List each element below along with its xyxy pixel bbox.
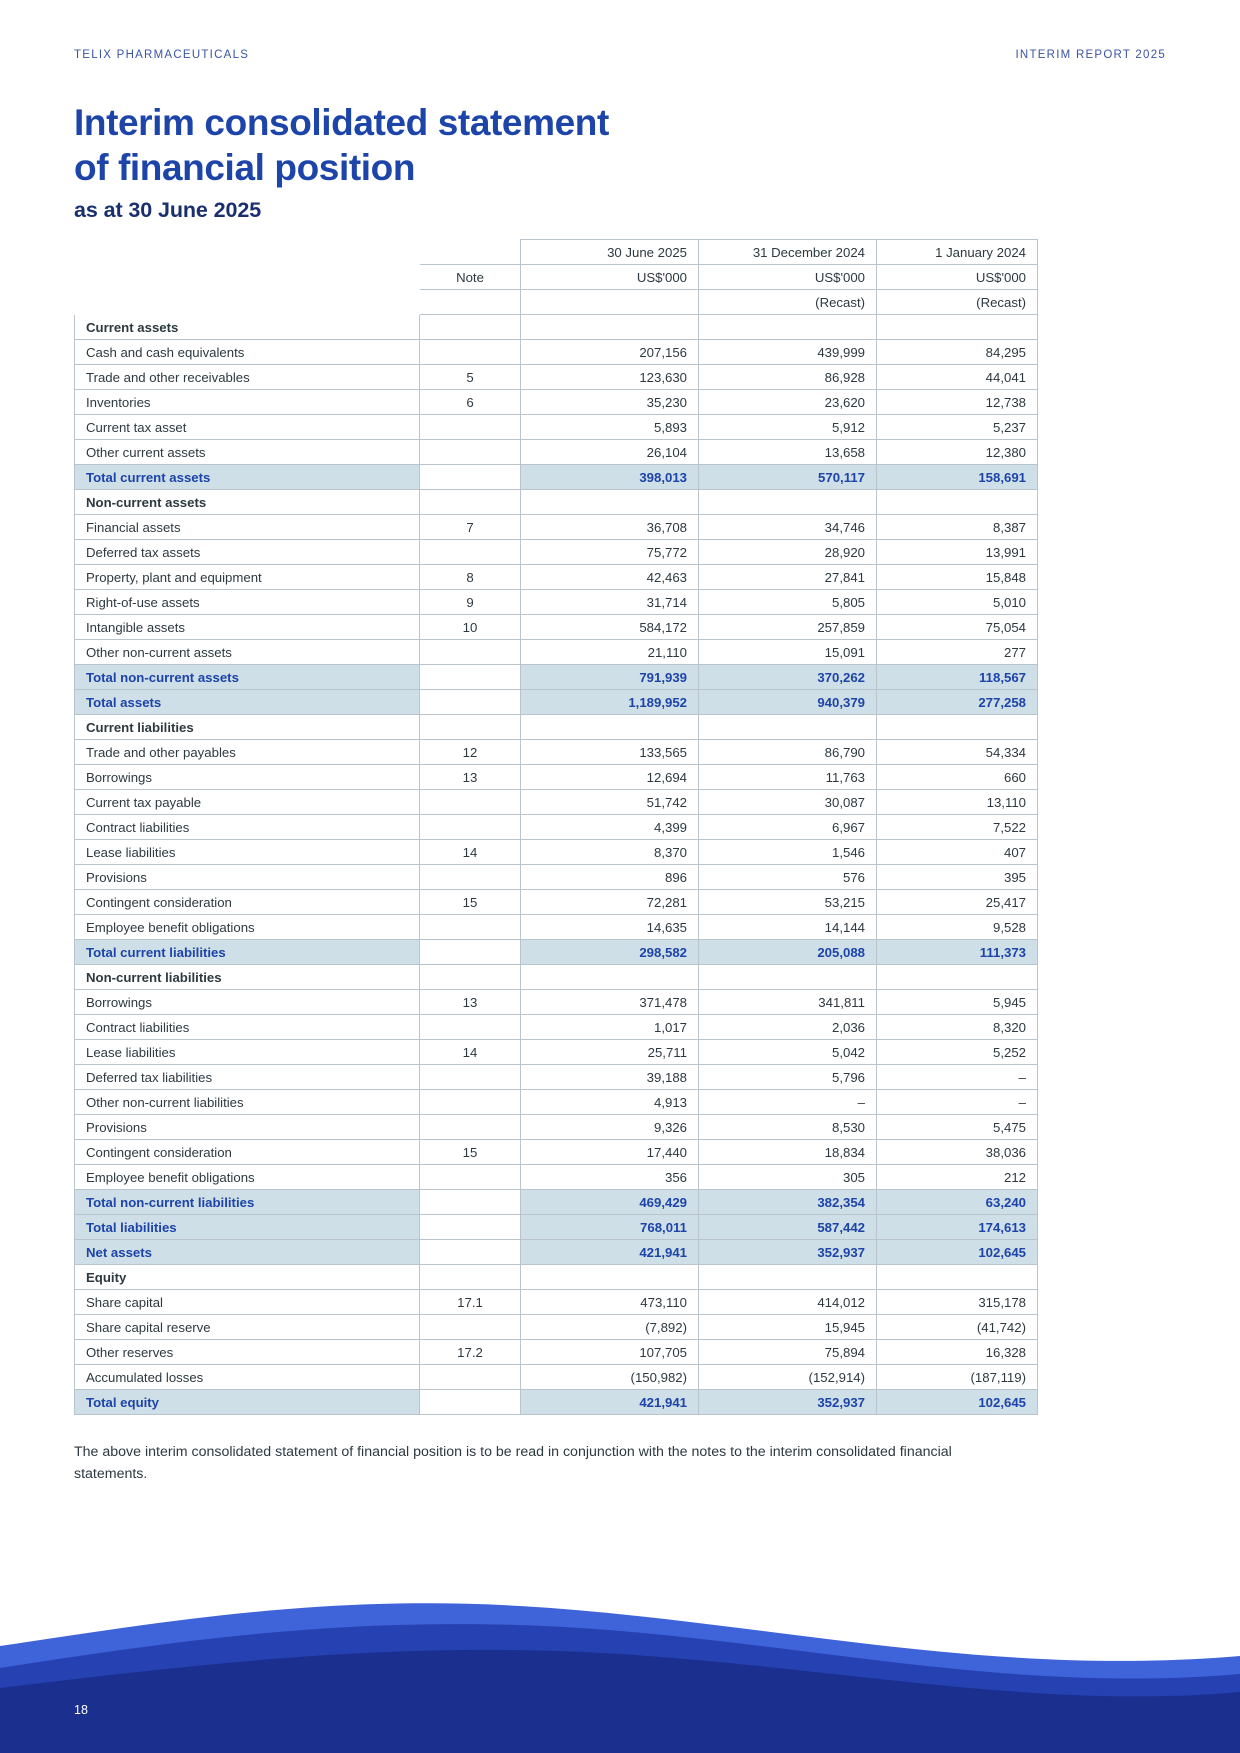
row-value-col2: 370,262 [699, 665, 877, 690]
row-value-col1: 107,705 [521, 1340, 699, 1365]
row-note-reference [420, 940, 521, 965]
running-header-right: INTERIM REPORT 2025 [1015, 49, 1166, 61]
row-label: Property, plant and equipment [75, 565, 420, 590]
row-note-reference: 15 [420, 890, 521, 915]
page-title-line1: Interim consolidated statement [74, 102, 609, 143]
row-value-col3: 102,645 [877, 1390, 1038, 1415]
table-row [75, 915, 1038, 940]
row-value-col2: 382,354 [699, 1190, 877, 1215]
row-note-reference [420, 915, 521, 940]
row-value-col1: 35,230 [521, 390, 699, 415]
row-note-reference [420, 1190, 521, 1215]
row-label: Contract liabilities [75, 1015, 420, 1040]
row-label: Total current assets [75, 465, 420, 490]
row-value-col2: 5,042 [699, 1040, 877, 1065]
row-label: Contingent consideration [75, 890, 420, 915]
row-label: Borrowings [75, 990, 420, 1015]
row-value-col3: – [877, 1090, 1038, 1115]
table-header-row-units [75, 265, 1038, 290]
row-value-col2: 11,763 [699, 765, 877, 790]
row-value-col2: 53,215 [699, 890, 877, 915]
row-value-col3: 9,528 [877, 915, 1038, 940]
row-value-col3: 5,475 [877, 1115, 1038, 1140]
row-value-col3 [877, 715, 1038, 740]
row-value-col2: 75,894 [699, 1340, 877, 1365]
row-value-col3: – [877, 1065, 1038, 1090]
row-value-col2 [699, 315, 877, 340]
row-value-col3: 16,328 [877, 1340, 1038, 1365]
row-note-reference [420, 340, 521, 365]
row-note-reference: 6 [420, 390, 521, 415]
row-note-reference [420, 690, 521, 715]
row-value-col2: 8,530 [699, 1115, 877, 1140]
row-value-col1: 356 [521, 1165, 699, 1190]
row-value-col1: 398,013 [521, 465, 699, 490]
row-note-reference: 9 [420, 590, 521, 615]
row-value-col1: 51,742 [521, 790, 699, 815]
row-note-reference: 15 [420, 1140, 521, 1165]
footer-wave-decoration [0, 1528, 1240, 1753]
row-label: Other non-current assets [75, 640, 420, 665]
row-value-col1: 298,582 [521, 940, 699, 965]
page-title-line2: of financial position [74, 147, 416, 188]
row-value-col1: 133,565 [521, 740, 699, 765]
row-note-reference: 17.1 [420, 1290, 521, 1315]
row-value-col3: 54,334 [877, 740, 1038, 765]
page-title-block [74, 100, 1166, 225]
row-note-reference [420, 415, 521, 440]
row-value-col1: (7,892) [521, 1315, 699, 1340]
row-label: Current tax payable [75, 790, 420, 815]
row-value-col2: 5,912 [699, 415, 877, 440]
row-note-reference [420, 1390, 521, 1415]
row-value-col1 [521, 965, 699, 990]
table-row [75, 1140, 1038, 1165]
row-value-col3: 158,691 [877, 465, 1038, 490]
row-value-col1: 5,893 [521, 415, 699, 440]
row-value-col3: 407 [877, 840, 1038, 865]
page-subtitle: as at 30 June 2025 [74, 198, 262, 222]
row-label: Accumulated losses [75, 1365, 420, 1390]
table-row [75, 690, 1038, 715]
row-note-reference [420, 490, 521, 515]
row-value-col2: 439,999 [699, 340, 877, 365]
row-value-col2 [699, 715, 877, 740]
table-row [75, 1190, 1038, 1215]
row-value-col1 [521, 490, 699, 515]
row-note-reference: 13 [420, 765, 521, 790]
row-value-col3: 174,613 [877, 1215, 1038, 1240]
row-value-col1: 9,326 [521, 1115, 699, 1140]
row-label: Trade and other payables [75, 740, 420, 765]
row-value-col2: 940,379 [699, 690, 877, 715]
row-note-reference: 12 [420, 740, 521, 765]
row-value-col2: 86,790 [699, 740, 877, 765]
row-value-col3: 5,010 [877, 590, 1038, 615]
row-label: Current tax asset [75, 415, 420, 440]
row-note-reference: 8 [420, 565, 521, 590]
row-value-col3: 395 [877, 865, 1038, 890]
row-value-col3: 315,178 [877, 1290, 1038, 1315]
row-note-reference: 13 [420, 990, 521, 1015]
row-value-col2: (152,914) [699, 1365, 877, 1390]
row-value-col2 [699, 965, 877, 990]
table-row [75, 315, 1038, 340]
row-label: Non-current assets [75, 490, 420, 515]
row-value-col3: 13,991 [877, 540, 1038, 565]
row-note-reference [420, 315, 521, 340]
table-row [75, 515, 1038, 540]
table-row [75, 1340, 1038, 1365]
table-row [75, 1390, 1038, 1415]
row-value-col1: 123,630 [521, 365, 699, 390]
row-value-col3: 5,252 [877, 1040, 1038, 1065]
row-note-reference [420, 1215, 521, 1240]
row-value-col1: 72,281 [521, 890, 699, 915]
table-row [75, 815, 1038, 840]
table-row [75, 340, 1038, 365]
row-value-col2: 15,091 [699, 640, 877, 665]
header-recast-3: (Recast) [877, 290, 1038, 315]
row-value-col3: 111,373 [877, 940, 1038, 965]
row-value-col3: 7,522 [877, 815, 1038, 840]
header-date-31-december-2024: 31 December 2024 [699, 240, 877, 265]
row-label: Other non-current liabilities [75, 1090, 420, 1115]
row-note-reference [420, 1115, 521, 1140]
row-value-col1: 25,711 [521, 1040, 699, 1065]
table-row [75, 890, 1038, 915]
row-label: Net assets [75, 1240, 420, 1265]
header-blank-label-3 [75, 290, 420, 315]
table-row [75, 465, 1038, 490]
row-value-col3 [877, 1265, 1038, 1290]
row-label: Total non-current liabilities [75, 1190, 420, 1215]
row-value-col2: 341,811 [699, 990, 877, 1015]
row-note-reference [420, 715, 521, 740]
row-label: Employee benefit obligations [75, 1165, 420, 1190]
row-value-col2: 205,088 [699, 940, 877, 965]
row-label: Intangible assets [75, 615, 420, 640]
row-value-col1: 1,189,952 [521, 690, 699, 715]
row-label: Total liabilities [75, 1215, 420, 1240]
header-date-30-june-2025: 30 June 2025 [521, 240, 699, 265]
row-value-col3: 277 [877, 640, 1038, 665]
row-value-col2: 30,087 [699, 790, 877, 815]
header-note: Note [420, 265, 521, 290]
row-value-col1: 469,429 [521, 1190, 699, 1215]
row-value-col2: 13,658 [699, 440, 877, 465]
row-value-col2: 1,546 [699, 840, 877, 865]
row-value-col2: 587,442 [699, 1215, 877, 1240]
table-row [75, 1265, 1038, 1290]
row-value-col1: 42,463 [521, 565, 699, 590]
table-row [75, 740, 1038, 765]
table-row [75, 490, 1038, 515]
row-value-col3: 15,848 [877, 565, 1038, 590]
row-value-col1: 4,399 [521, 815, 699, 840]
row-label: Inventories [75, 390, 420, 415]
header-blank-label [75, 240, 420, 265]
row-label: Trade and other receivables [75, 365, 420, 390]
table-row [75, 1065, 1038, 1090]
header-unit-3: US$'000 [877, 265, 1038, 290]
row-label: Non-current liabilities [75, 965, 420, 990]
table-row [75, 940, 1038, 965]
table-row [75, 990, 1038, 1015]
row-value-col3: 102,645 [877, 1240, 1038, 1265]
running-header [74, 47, 1166, 63]
header-blank-unit-1 [521, 290, 699, 315]
financial-position-table-wrapper [74, 239, 1037, 1415]
row-value-col1: 17,440 [521, 1140, 699, 1165]
row-label: Lease liabilities [75, 840, 420, 865]
row-label: Lease liabilities [75, 1040, 420, 1065]
row-value-col2: 5,796 [699, 1065, 877, 1090]
row-value-col2 [699, 490, 877, 515]
row-note-reference [420, 540, 521, 565]
row-label: Financial assets [75, 515, 420, 540]
header-blank-label-2 [75, 265, 420, 290]
row-value-col3: 660 [877, 765, 1038, 790]
table-row [75, 440, 1038, 465]
header-date-1-january-2024: 1 January 2024 [877, 240, 1038, 265]
row-label: Total current liabilities [75, 940, 420, 965]
row-value-col1: 26,104 [521, 440, 699, 465]
row-value-col3: 8,320 [877, 1015, 1038, 1040]
row-note-reference [420, 1265, 521, 1290]
row-value-col1: 768,011 [521, 1215, 699, 1240]
row-note-reference [420, 815, 521, 840]
row-value-col2: 34,746 [699, 515, 877, 540]
row-note-reference: 14 [420, 840, 521, 865]
row-value-col1: 896 [521, 865, 699, 890]
row-value-col3: 5,945 [877, 990, 1038, 1015]
table-row [75, 1215, 1038, 1240]
row-value-col2: 23,620 [699, 390, 877, 415]
row-label: Current liabilities [75, 715, 420, 740]
row-note-reference [420, 1165, 521, 1190]
row-label: Share capital [75, 1290, 420, 1315]
row-note-reference: 17.2 [420, 1340, 521, 1365]
row-value-col2: 15,945 [699, 1315, 877, 1340]
table-row [75, 865, 1038, 890]
table-row [75, 540, 1038, 565]
row-value-col2: 305 [699, 1165, 877, 1190]
row-note-reference [420, 965, 521, 990]
row-value-col2: 6,967 [699, 815, 877, 840]
row-note-reference: 14 [420, 1040, 521, 1065]
row-note-reference [420, 1240, 521, 1265]
row-value-col1 [521, 1265, 699, 1290]
row-note-reference [420, 1315, 521, 1340]
table-row [75, 1115, 1038, 1140]
table-row [75, 365, 1038, 390]
row-note-reference [420, 465, 521, 490]
table-row [75, 390, 1038, 415]
row-value-col1: 39,188 [521, 1065, 699, 1090]
header-blank-note-3 [420, 290, 521, 315]
row-note-reference [420, 790, 521, 815]
table-row [75, 1015, 1038, 1040]
table-row [75, 640, 1038, 665]
row-note-reference [420, 1065, 521, 1090]
header-recast-2: (Recast) [699, 290, 877, 315]
row-value-col3: (41,742) [877, 1315, 1038, 1340]
table-row [75, 1090, 1038, 1115]
row-value-col1: 371,478 [521, 990, 699, 1015]
row-value-col1: (150,982) [521, 1365, 699, 1390]
row-value-col2: 576 [699, 865, 877, 890]
table-header-row-recast [75, 290, 1038, 315]
table-row [75, 590, 1038, 615]
table-row [75, 1365, 1038, 1390]
table-header-row-dates [75, 240, 1038, 265]
row-label: Total equity [75, 1390, 420, 1415]
row-value-col3: 75,054 [877, 615, 1038, 640]
row-label: Cash and cash equivalents [75, 340, 420, 365]
row-value-col2: 18,834 [699, 1140, 877, 1165]
table-row [75, 840, 1038, 865]
row-value-col2: 257,859 [699, 615, 877, 640]
row-label: Total assets [75, 690, 420, 715]
running-header-left: TELIX PHARMACEUTICALS [74, 49, 250, 61]
row-value-col1: 75,772 [521, 540, 699, 565]
row-value-col3: 84,295 [877, 340, 1038, 365]
row-value-col3: 277,258 [877, 690, 1038, 715]
row-value-col3 [877, 315, 1038, 340]
row-value-col3: 38,036 [877, 1140, 1038, 1165]
row-label: Deferred tax liabilities [75, 1065, 420, 1090]
row-label: Contract liabilities [75, 815, 420, 840]
row-label: Right-of-use assets [75, 590, 420, 615]
row-value-col1: 8,370 [521, 840, 699, 865]
row-note-reference [420, 1015, 521, 1040]
row-label: Other current assets [75, 440, 420, 465]
header-unit-2: US$'000 [699, 265, 877, 290]
row-value-col1: 791,939 [521, 665, 699, 690]
table-row [75, 1240, 1038, 1265]
table-row [75, 1165, 1038, 1190]
header-blank-note [420, 240, 521, 265]
row-label: Employee benefit obligations [75, 915, 420, 940]
row-value-col3: 5,237 [877, 415, 1038, 440]
row-value-col1: 473,110 [521, 1290, 699, 1315]
row-value-col3: 13,110 [877, 790, 1038, 815]
row-value-col3: 118,567 [877, 665, 1038, 690]
row-note-reference: 7 [420, 515, 521, 540]
row-value-col3: 44,041 [877, 365, 1038, 390]
row-value-col2: 5,805 [699, 590, 877, 615]
row-label: Provisions [75, 865, 420, 890]
row-label: Borrowings [75, 765, 420, 790]
row-value-col2: – [699, 1090, 877, 1115]
row-value-col2: 27,841 [699, 565, 877, 590]
row-note-reference [420, 1365, 521, 1390]
row-value-col1: 21,110 [521, 640, 699, 665]
row-value-col3: 212 [877, 1165, 1038, 1190]
row-value-col1: 4,913 [521, 1090, 699, 1115]
row-value-col1 [521, 715, 699, 740]
row-value-col1: 421,941 [521, 1390, 699, 1415]
row-value-col2: 352,937 [699, 1240, 877, 1265]
row-label: Total non-current assets [75, 665, 420, 690]
page-number: 18 [74, 1703, 88, 1717]
row-label: Deferred tax assets [75, 540, 420, 565]
row-value-col3 [877, 490, 1038, 515]
row-value-col2: 14,144 [699, 915, 877, 940]
row-value-col1: 36,708 [521, 515, 699, 540]
row-note-reference [420, 865, 521, 890]
row-value-col2: 2,036 [699, 1015, 877, 1040]
table-body [75, 315, 1038, 1415]
row-value-col1: 12,694 [521, 765, 699, 790]
financial-position-table [74, 239, 1038, 1415]
row-value-col1: 31,714 [521, 590, 699, 615]
table-row [75, 1315, 1038, 1340]
table-row [75, 765, 1038, 790]
table-head [75, 240, 1038, 315]
row-value-col1 [521, 315, 699, 340]
table-row [75, 615, 1038, 640]
row-value-col3: 8,387 [877, 515, 1038, 540]
row-value-col1: 1,017 [521, 1015, 699, 1040]
row-value-col2: 86,928 [699, 365, 877, 390]
table-row [75, 1040, 1038, 1065]
row-value-col3: 25,417 [877, 890, 1038, 915]
row-value-col3: 12,380 [877, 440, 1038, 465]
row-label: Current assets [75, 315, 420, 340]
row-value-col2: 414,012 [699, 1290, 877, 1315]
row-value-col2: 28,920 [699, 540, 877, 565]
row-value-col2 [699, 1265, 877, 1290]
row-note-reference: 10 [420, 615, 521, 640]
row-label: Other reserves [75, 1340, 420, 1365]
table-row [75, 415, 1038, 440]
row-note-reference [420, 1090, 521, 1115]
row-value-col3: 63,240 [877, 1190, 1038, 1215]
row-value-col3 [877, 965, 1038, 990]
row-value-col2: 570,117 [699, 465, 877, 490]
row-note-reference [420, 665, 521, 690]
row-value-col3: 12,738 [877, 390, 1038, 415]
row-label: Provisions [75, 1115, 420, 1140]
row-note-reference [420, 440, 521, 465]
row-value-col1: 584,172 [521, 615, 699, 640]
row-value-col2: 352,937 [699, 1390, 877, 1415]
table-row [75, 965, 1038, 990]
row-label: Share capital reserve [75, 1315, 420, 1340]
row-value-col1: 14,635 [521, 915, 699, 940]
table-row [75, 715, 1038, 740]
table-footnote: The above interim consolidated statement of financial position is to be read in conjunction with the notes to the interim consolidated financial statements. [74, 1444, 952, 1482]
table-row [75, 665, 1038, 690]
row-value-col1: 421,941 [521, 1240, 699, 1265]
header-unit-1: US$'000 [521, 265, 699, 290]
row-value-col1: 207,156 [521, 340, 699, 365]
table-row [75, 1290, 1038, 1315]
row-note-reference: 5 [420, 365, 521, 390]
row-value-col3: (187,119) [877, 1365, 1038, 1390]
table-row [75, 565, 1038, 590]
row-note-reference [420, 640, 521, 665]
row-label: Equity [75, 1265, 420, 1290]
table-row [75, 790, 1038, 815]
row-label: Contingent consideration [75, 1140, 420, 1165]
